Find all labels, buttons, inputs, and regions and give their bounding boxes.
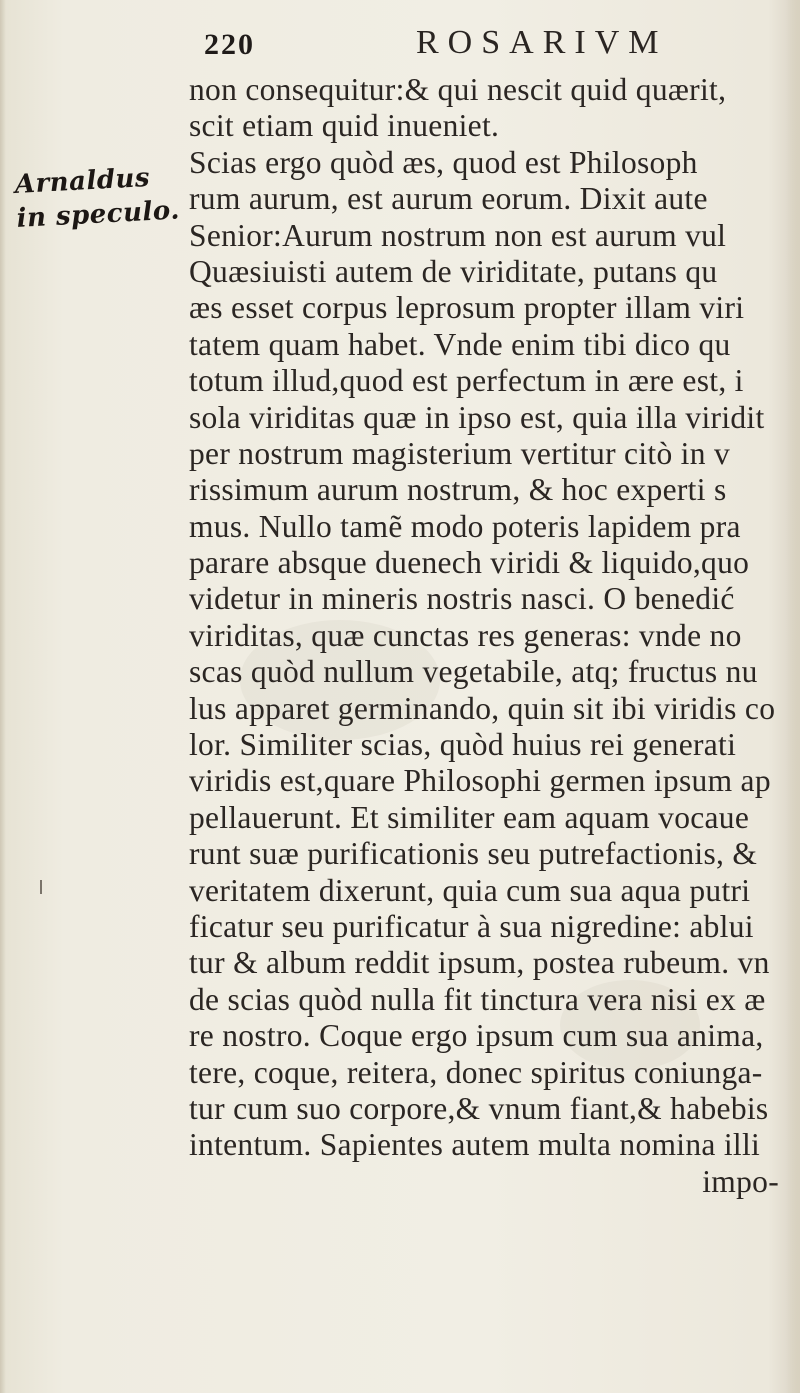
text-line: ficatur seu purificatur à sua nigredine: ablui — [189, 908, 754, 944]
text-line: viriditas, quæ cunctas res generas: vnde no — [189, 617, 742, 653]
text-line: runt suæ purificationis seu putrefactionis, & — [189, 836, 758, 872]
text-line: rum aurum, est aurum eorum. Dixit aute — [189, 181, 708, 217]
text-line: Quæsiuisti autem de viriditate, putans qu — [189, 253, 718, 289]
text-line: tur & album reddit ipsum, postea rubeum. vn — [189, 945, 770, 981]
page-number: 220 — [204, 28, 255, 61]
page-gutter-shadow — [0, 0, 6, 1393]
text-line: veritatem dixerunt, quia cum sua aqua putri — [189, 872, 751, 908]
text-line: totum illud,quod est perfectum in ære est, i — [189, 363, 744, 399]
body-text — [189, 72, 789, 1200]
text-line: pellauerunt. Et similiter eam aquam vocaue — [189, 799, 750, 835]
text-line: non consequitur:& qui nescit quid quærit, — [189, 72, 727, 107]
text-line: tur cum suo corpore,& vnum fiant,& habebis — [189, 1090, 769, 1126]
running-head: ROSARIVM — [416, 24, 668, 61]
text-line: rissimum aurum nostrum, & hoc experti s — [189, 472, 727, 508]
catchword: impo- — [702, 1163, 779, 1199]
text-line: sola viriditas quæ in ipso est, quia illa viridit — [189, 399, 765, 435]
text-line: æs esset corpus leprosum propter illam viri — [189, 290, 745, 326]
handwritten-margin-note — [14, 159, 187, 236]
text-line: lus apparet germinando, quin sit ibi viridis co — [189, 690, 776, 726]
text-line: Scias ergo quòd æs, quod est Philosoph — [189, 144, 698, 180]
text-line: de scias quòd nulla fit tinctura vera nisi ex æ — [189, 981, 766, 1017]
text-line: mus. Nullo tamẽ modo poteris lapidem pra — [189, 508, 741, 544]
text-line: tatem quam habet. Vnde enim tibi dico qu — [189, 326, 731, 362]
text-line: videtur in mineris nostris nasci. O benedić — [189, 581, 735, 617]
text-line: re nostro. Coque ergo ipsum cum sua anima, — [189, 1018, 764, 1054]
text-line: per nostrum magisterium vertitur citò in v — [189, 435, 730, 471]
page-header — [200, 22, 680, 66]
margin-note-line: Arnaldus — [14, 162, 151, 200]
text-line: scit etiam quid inueniet. — [189, 108, 500, 144]
text-line: lor. Similiter scias, quòd huius rei generati — [189, 727, 737, 763]
text-line: scas quòd nullum vegetabile, atq; fructus nu — [189, 654, 758, 690]
stray-mark — [40, 880, 42, 894]
text-line: Senior:Aurum nostrum non est aurum vul — [189, 217, 727, 253]
margin-note-line: in speculo. — [15, 195, 181, 234]
text-line: parare absque duenech viridi & liquido,quo — [189, 545, 750, 581]
text-line: viridis est,quare Philosophi germen ipsum ap — [189, 763, 771, 799]
text-line: tere, coque, reitera, donec spiritus coniunga- — [189, 1054, 763, 1090]
text-line: intentum. Sapientes autem multa nomina illi — [189, 1127, 761, 1163]
